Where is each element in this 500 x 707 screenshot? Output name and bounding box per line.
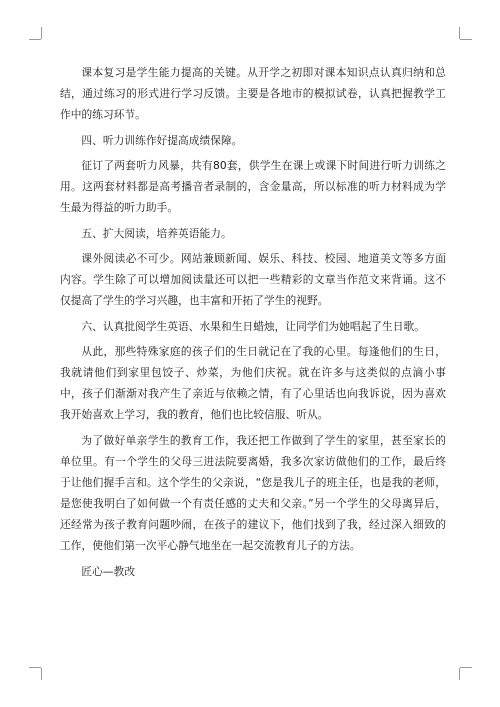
heading-review-english: 六、认真批阅学生英语、水果和生日蜡烛，让同学们为她唱起了生日歌。 [81,320,425,333]
document-body [60,62,446,587]
heading-reading: 五、扩大阅读，培养英语能力。 [81,227,232,240]
paragraph-review: 课本复习是学生能力提高的关键。从开学之初即对课本知识点认真归纳和总结，通过练习的形式进行学习反馈。主要是各地市的模拟试卷，认真把握教学工作中的练习环节。 [60,66,446,121]
closing-line: 匠心—教改 [81,565,136,578]
heading-listening: 四、听力训练作好提高成绩保障。 [81,134,243,147]
paragraph-reading: 课外阅读必不可少。网站兼顾新闻、娱乐、科技、校园、地道美文等多方面内容。学生除了可以增加阅读量还可以把一些精彩的文章当作范文来背诵。这不仅提高了学生的学习兴趣，也丰富和开拓了学生的视野。 [60,252,446,307]
paragraph-birthdays: 从此，那些特殊家庭的孩子们的生日就记在了我的心里。每逢他们的生日，我就请他们到家里包饺子、炒菜，为他们庆祝。就在许多与这类似的点滴小事中，孩子们渐渐对我产生了亲近与依赖之情，有了心里话也向我诉说，因为喜欢我开始喜欢上学习，我的教育，他们也比较信服、听从。 [60,345,446,421]
paragraph-listening: 征订了两套听力风暴，共有80套，供学生在课上或课下时间进行听力训练之用。这两套材料都是高考播音者录制的，含金量高，所以标准的听力材料成为学生最为得益的听力助手。 [60,159,446,214]
paragraph-single-parent: 为了做好单亲学生的教育工作，我还把工作做到了学生的家里，甚至家长的单位里。有一个学生的父母三进法院要离婚，我多次家访做他们的工作，最后终于让他们握手言和。这个学生的父亲说，“您是我儿子的班主任，也是我的老师，是您使我明白了如何做一个有责任感的丈夫和父亲。”另一个学生的父母离异后，还经常为孩子教育问题吵闹，在孩子的建议下，他们找到了我，经过深入细致的工作，使他们第一次平心静气地坐在一起交流教育儿子的方法。 [60,434,446,552]
